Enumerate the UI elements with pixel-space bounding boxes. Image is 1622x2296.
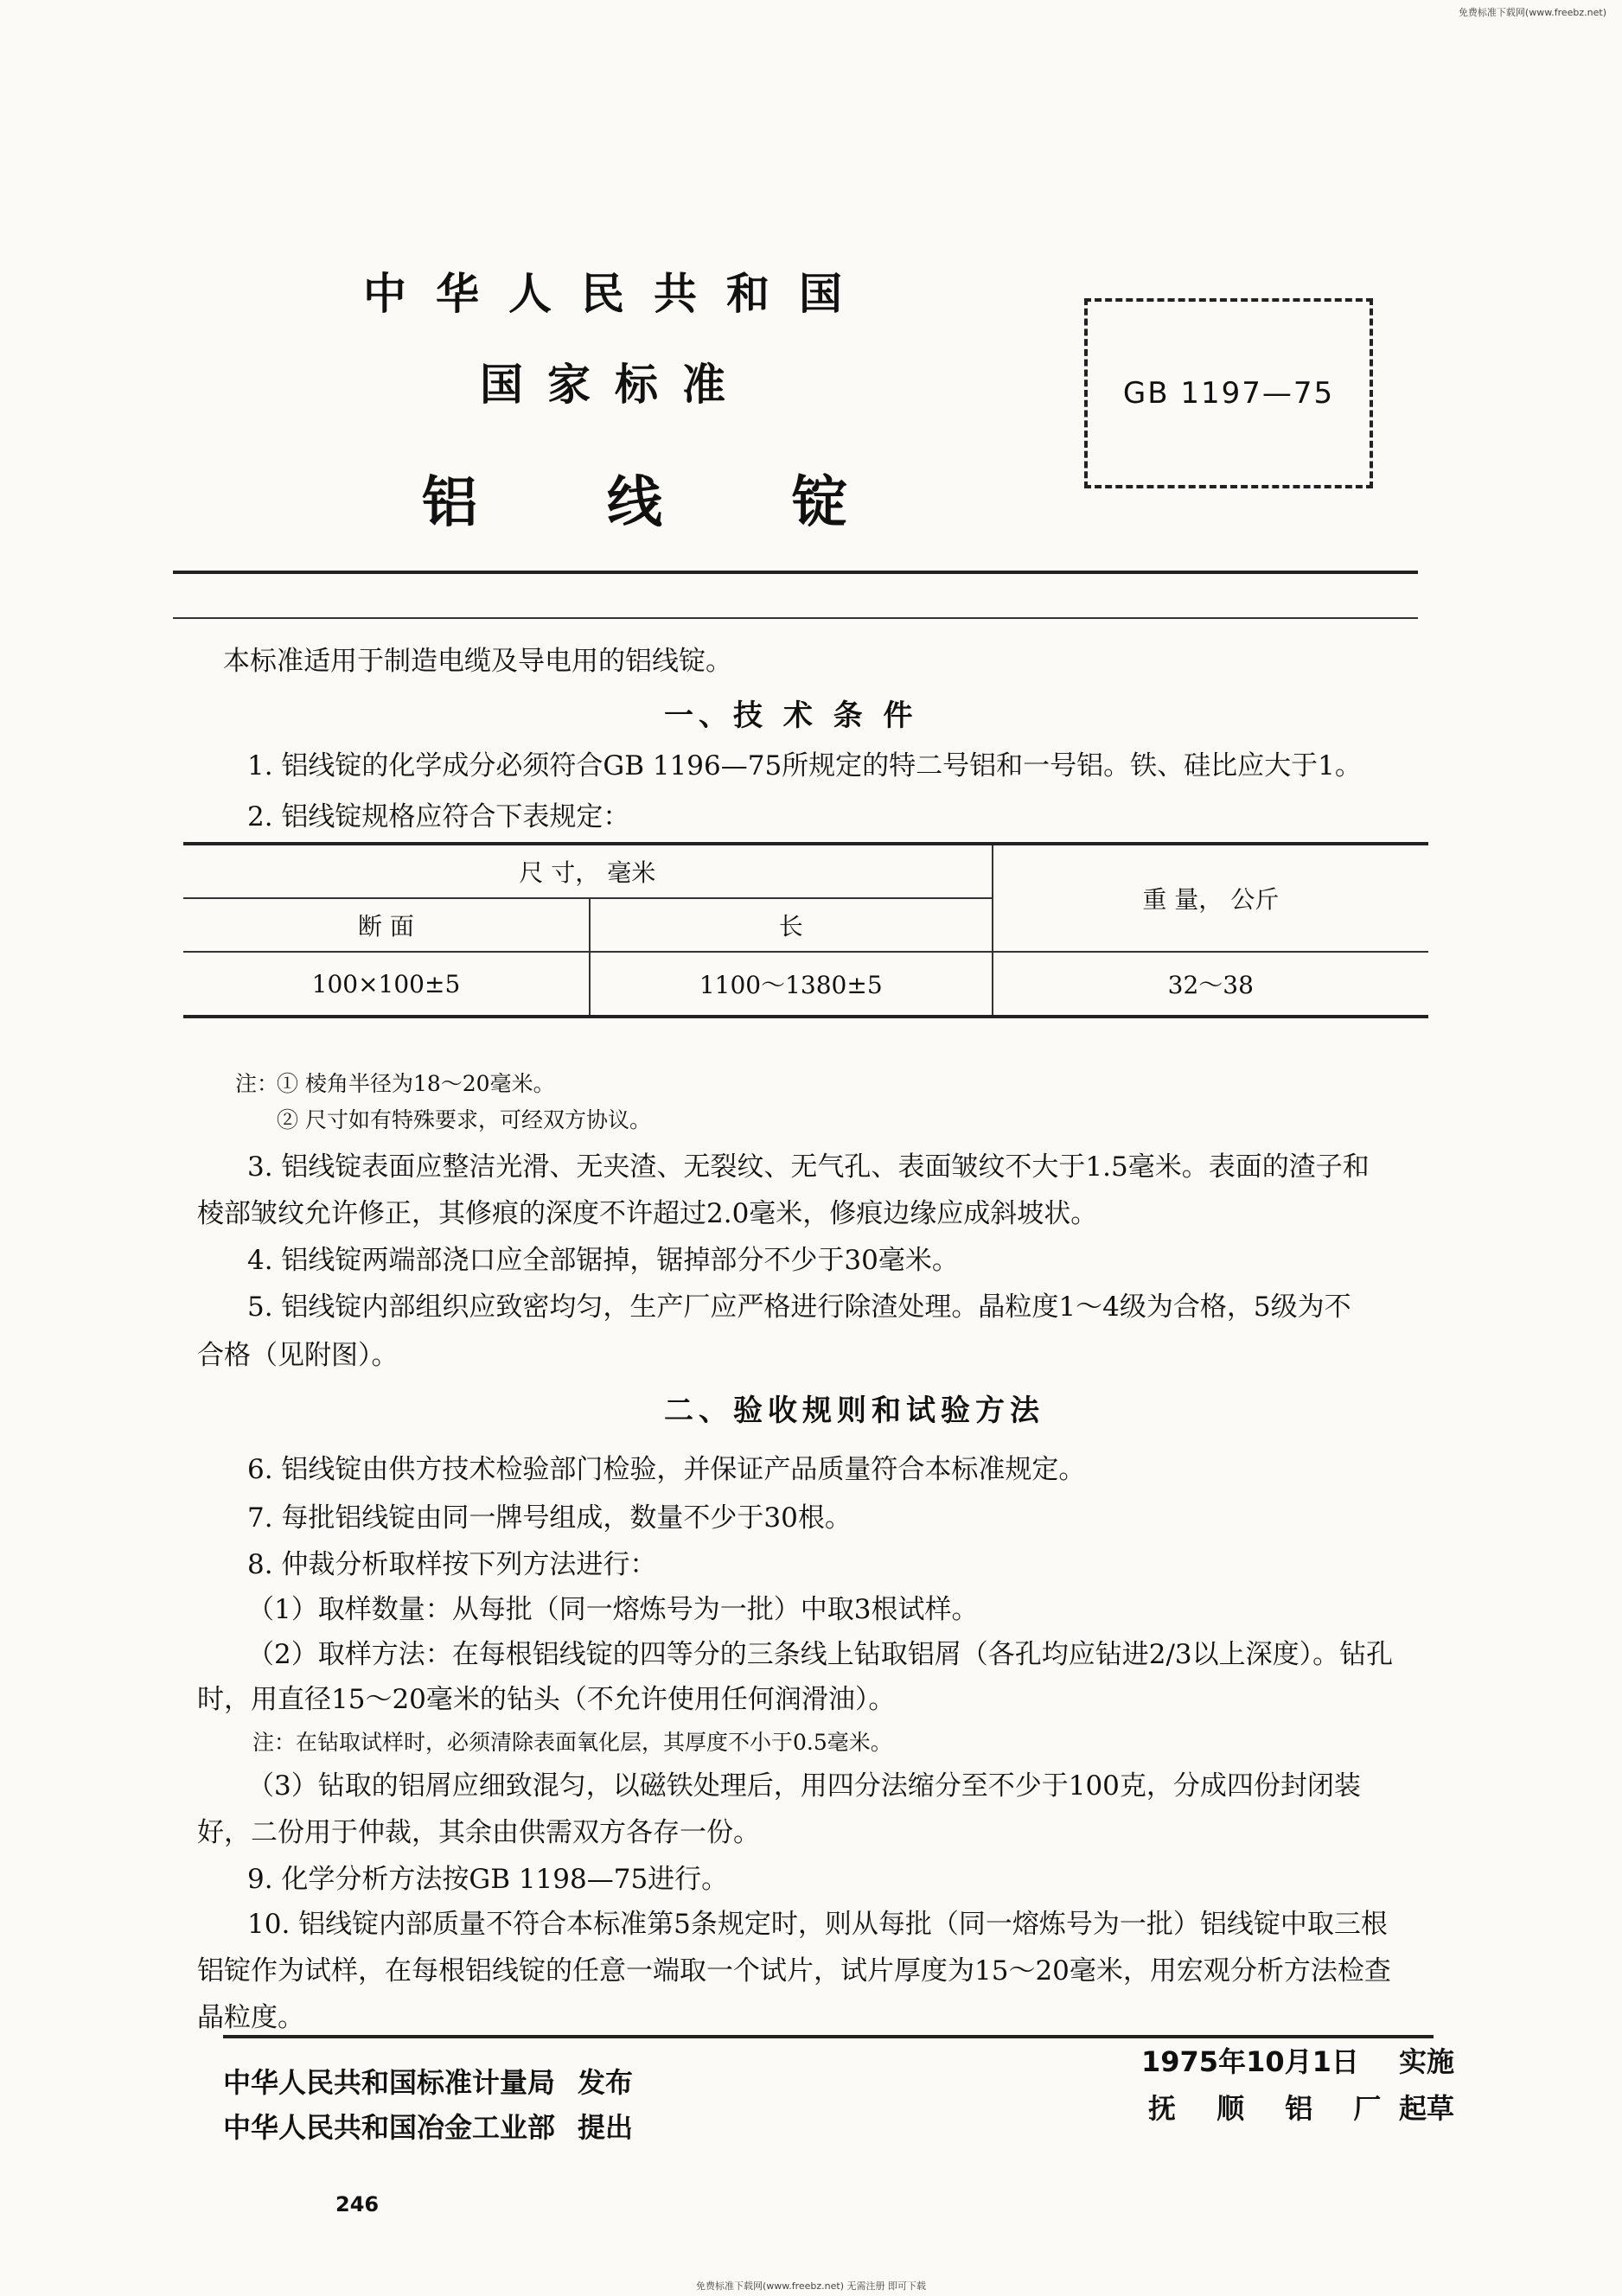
implement-date: 1975年10月1日 xyxy=(1141,2045,1359,2078)
item-9: 9. 化学分析方法按GB 1198—75进行。 xyxy=(247,1864,729,1895)
item-8-note: 注：在钻取试样时，必须清除表面氧化层，其厚度不小于0.5毫米。 xyxy=(252,1730,892,1755)
drafter-action: 起草 xyxy=(1399,2092,1455,2125)
dimension-header: 尺 寸， 毫米 xyxy=(183,844,993,898)
length-header: 长 xyxy=(590,898,993,952)
item-4: 4. 铝线锭两端部浇口应全部锯掉，锯掉部分不少于30毫米。 xyxy=(247,1245,959,1276)
item-2: 2. 铝线锭规格应符合下表规定： xyxy=(247,801,630,832)
item-8-2-line1: （2）取样方法：在每根铝线锭的四等分的三条线上钻取铝屑（各孔均应钻进2/3以上深度）。钻孔 xyxy=(247,1639,1394,1670)
section-header: 断 面 xyxy=(183,898,590,952)
item-8-3-line2: 好，二份用于仲裁，其余由供需双方各存一份。 xyxy=(197,1817,760,1848)
standard-code: GB 1197—75 xyxy=(1122,376,1335,411)
proposer: 中华人民共和国冶金工业部 xyxy=(223,2111,556,2144)
weight-header: 重 量， 公斤 xyxy=(993,844,1428,952)
item-8-3-line1: （3）钻取的铝屑应细致混匀，以磁铁处理后，用四分法缩分至不少于100克，分成四份封闭装 xyxy=(247,1770,1361,1802)
country-name: 中华人民共和国 xyxy=(363,269,872,319)
footer-watermark-note: 免费标准下载网(www.freebz.net) 无需注册 即可下载 xyxy=(695,2280,927,2292)
proposer-action: 提出 xyxy=(578,2111,634,2144)
header-rule xyxy=(173,571,1418,574)
item-8-2-line2: 时，用直径15～20毫米的钻头（不允许使用任何润滑油）。 xyxy=(197,1684,896,1715)
item-5-line1: 5. 铝线锭内部组织应致密均匀，生产厂应严格进行除渣处理。晶粒度1～4级为合格，5级为不 xyxy=(247,1292,1351,1323)
item-10-line2: 铝锭作为试样，在每根铝线锭的任意一端取一个试片，试片厚度为15～20毫米，用宏观分析方法检查 xyxy=(197,1955,1391,1987)
footer-rule xyxy=(223,2035,1434,2038)
standard-type: 国家标准 xyxy=(480,360,750,410)
length-value: 1100～1380±5 xyxy=(590,952,993,1017)
specification-table xyxy=(183,842,1428,1018)
header-watermark-note: 免费标准下载网(www.freebz.net) xyxy=(1458,7,1606,18)
item-8-1: （1）取样数量：从每批（同一熔炼号为一批）中取3根试样。 xyxy=(247,1594,979,1625)
page-number: 246 xyxy=(335,2192,380,2216)
document-title: 铝线锭 xyxy=(422,471,977,535)
note-2: ② 尺寸如有特殊要求，可经双方协议。 xyxy=(277,1107,651,1132)
standard-code-box xyxy=(1084,298,1373,488)
scope-statement: 本标准适用于制造电缆及导电用的铝线锭。 xyxy=(223,646,732,677)
notes-label: 注： xyxy=(235,1071,279,1096)
item-5-line2: 合格（见附图）。 xyxy=(197,1340,399,1371)
item-3-line1: 3. 铝线锭表面应整洁光滑、无夹渣、无裂纹、无气孔、表面皱纹不大于1.5毫米。表面的渣子和 xyxy=(247,1151,1370,1183)
implement-action: 实施 xyxy=(1399,2045,1455,2078)
item-1: 1. 铝线锭的化学成分必须符合GB 1196—75所规定的特二号铝和一号铝。铁、硅比应大于1。 xyxy=(247,750,1362,781)
drafter: 抚 顺 铝 厂 xyxy=(1148,2092,1397,2125)
section2-heading: 二、验收规则和试验方法 xyxy=(664,1394,1044,1428)
section1-heading: 一、技 术 条 件 xyxy=(664,698,918,733)
section-value: 100×100±5 xyxy=(183,952,590,1017)
item-8: 8. 仲裁分析取样按下列方法进行： xyxy=(247,1549,657,1580)
publisher-action: 发布 xyxy=(578,2066,634,2099)
publisher: 中华人民共和国标准计量局 xyxy=(223,2066,556,2099)
weight-value: 32～38 xyxy=(993,952,1428,1017)
item-10-line1: 10. 铝线锭内部质量不符合本标准第5条规定时，则从每批（同一熔炼号为一批）铝线锭中取三根 xyxy=(247,1909,1388,1940)
item-10-line3: 晶粒度。 xyxy=(197,2002,304,2033)
header-rule-thin xyxy=(173,617,1418,619)
item-7: 7. 每批铝线锭由同一牌号组成，数量不少于30根。 xyxy=(247,1502,852,1534)
item-6: 6. 铝线锭由供方技术检验部门检验，并保证产品质量符合本标准规定。 xyxy=(247,1454,1086,1485)
item-3-line2: 棱部皱纹允许修正，其修痕的深度不许超过2.0毫米，修痕边缘应成斜坡状。 xyxy=(197,1198,1098,1229)
note-1: ① 棱角半径为18～20毫米。 xyxy=(277,1071,555,1096)
